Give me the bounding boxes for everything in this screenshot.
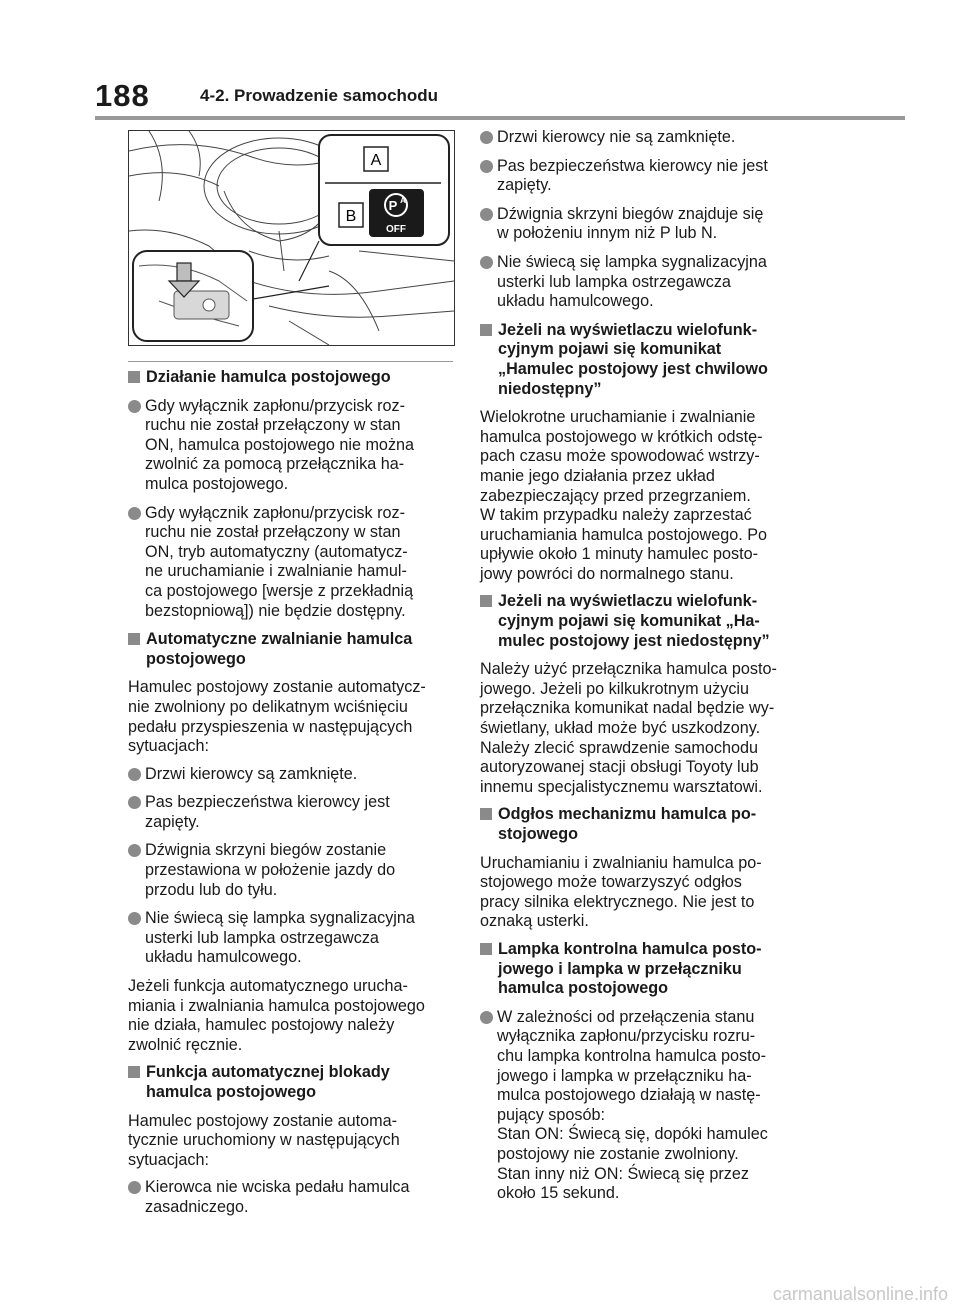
square-bullet-icon <box>480 324 492 336</box>
section-title: 4-2. Prowadzenie samochodu <box>200 86 439 105</box>
heading-parking-brake-operation: Działanie hamulca postojowego <box>128 368 458 388</box>
square-bullet-icon <box>128 1066 140 1078</box>
circle-bullet-icon <box>128 912 141 925</box>
figure-divider <box>128 361 453 362</box>
list-item: Nie świecą się lampka sygnalizacyjna usterki lub lampka ostrzegawcza układu hamulcowego. <box>480 253 810 312</box>
right-column <box>480 128 810 1213</box>
list-item: Pas bezpieczeństwa kierowcy nie jest zapięty. <box>480 157 810 196</box>
switch-letter-p: P <box>388 198 398 213</box>
list-item: Drzwi kierowcy nie są zamknięte. <box>480 128 810 148</box>
switch-off-label: OFF <box>386 224 406 235</box>
circle-bullet-icon <box>128 507 141 520</box>
list-item: Gdy wyłącznik zapłonu/przycisk roz- ruchu nie został przełączony w stan ON, hamulca postojowego nie można zwolnić za pomocą przełącznika ha- mulca postojowego. <box>128 397 458 495</box>
square-bullet-icon <box>480 595 492 607</box>
square-bullet-icon <box>480 808 492 820</box>
switch-letter-a: A <box>400 196 406 205</box>
list-item: Pas bezpieczeństwa kierowcy jest zapięty. <box>128 793 458 832</box>
heading-temporarily-unavailable: Jeżeli na wyświetlaczu wielofunk- cyjnym pojawi się komunikat „Hamulec postojowy jest chwilowo niedostępny” <box>480 321 810 399</box>
square-bullet-icon <box>480 943 492 955</box>
paragraph: Jeżeli funkcja automatycznego urucha- miania i zwalniania hamulca postojowego nie działa, hamulec postojowy należy zwolnić ręcznie. <box>128 977 425 1054</box>
list-item: Dźwignia skrzyni biegów zostanie przestawiona w położenie jazdy do przodu lub do tyłu. <box>128 841 458 900</box>
left-column <box>128 368 458 1227</box>
paragraph: Należy użyć przełącznika hamulca posto- jowego. Jeżeli po kilkukrotnym użyciu przełącznika komunikat nadal będzie wy- świetlany, układ może być uszkodzony. Należy zlecić sprawdzenie samochodu autoryzowanej stacji obsługi Toyoty lub innemu specjalistycznemu warsztatowi. <box>480 660 777 796</box>
paragraph: Uruchamianiu i zwalnianiu hamulca po- stojowego może towarzyszyć odgłos pracy silnika elektrycznego. Nie jest to oznaką usterki. <box>480 853 762 931</box>
circle-bullet-icon <box>128 1181 141 1194</box>
heading-automatic-lock: Funkcja automatycznej blokady hamulca postojowego <box>128 1063 458 1102</box>
circle-bullet-icon <box>128 768 141 781</box>
header-divider <box>95 116 905 120</box>
circle-bullet-icon <box>480 256 493 269</box>
square-bullet-icon <box>128 633 140 645</box>
list-item: Gdy wyłącznik zapłonu/przycisk roz- ruchu nie został przełączony w stan ON, tryb automatyczny (automatycz- ne uruchamianie i zwalnianie hamul- ca postojowego [wersje z przekładnią bezstopniową]) nie będzie dostępny. <box>128 504 458 622</box>
page-header <box>95 78 905 118</box>
circle-bullet-icon <box>480 131 493 144</box>
paragraph: Wielokrotne uruchamianie i zwalnianie hamulca postojowego w krótkich odstę- pach czasu może spowodować wstrzy- manie jego działania przez układ zabezpieczający przed przegrzaniem. W takim przypadku należy zaprzestać uruchamiania hamulca postojowego. Po upływie około 1 minuty hamulec posto- jowy powróci do normalnego stanu. <box>480 408 768 583</box>
list-item: Drzwi kierowcy są zamknięte. <box>128 765 458 785</box>
circle-bullet-icon <box>480 208 493 221</box>
label-a: A <box>370 152 382 169</box>
parking-brake-figure <box>128 130 455 346</box>
square-bullet-icon <box>128 371 140 383</box>
heading-unavailable: Jeżeli na wyświetlaczu wielofunk- cyjnym pojawi się komunikat „Ha- mulec postojowy jest niedostępny” <box>480 592 810 651</box>
circle-bullet-icon <box>128 400 141 413</box>
paragraph: Hamulec postojowy zostanie automatycz- nie zwolniony po delikatnym wciśnięciu pedału przyspieszenia w następujących sytuacjach: <box>128 678 426 756</box>
label-b: B <box>345 208 357 225</box>
list-item: W zależności od przełączenia stanu wyłącznika zapłonu/przycisku rozru- chu lampka kontrolna hamulca posto- jowego i lampka w przełączniku ha- mulca postojowego działają w nastę- pujący sposób: Stan ON: Świecą się, dopóki hamulec postojowy nie zostanie zwolniony. Stan inny niż ON: Świecą się przez około 15 sekund. <box>480 1008 810 1204</box>
circle-bullet-icon <box>480 160 493 173</box>
heading-indicator-lamps: Lampka kontrolna hamulca posto- jowego i lampka w przełączniku hamulca postojowego <box>480 940 810 999</box>
page-number: 188 <box>95 78 150 113</box>
watermark: carmanualsonline.info <box>772 1284 948 1304</box>
circle-bullet-icon <box>480 1011 493 1024</box>
dashboard-illustration <box>129 131 454 345</box>
circle-bullet-icon <box>128 796 141 809</box>
circle-bullet-icon <box>128 844 141 857</box>
paragraph: Hamulec postojowy zostanie automa- tycznie uruchomiony w następujących sytuacjach: <box>128 1111 400 1169</box>
heading-mechanism-sound: Odgłos mechanizmu hamulca po- stojowego <box>480 805 810 844</box>
list-item: Kierowca nie wciska pedału hamulca zasadniczego. <box>128 1178 458 1217</box>
list-item: Dźwignia skrzyni biegów znajduje się w położeniu innym niż P lub N. <box>480 205 810 244</box>
list-item: Nie świecą się lampka sygnalizacyjna usterki lub lampka ostrzegawcza układu hamulcowego. <box>128 909 458 968</box>
heading-automatic-release: Automatyczne zwalnianie hamulca postojowego <box>128 630 458 669</box>
